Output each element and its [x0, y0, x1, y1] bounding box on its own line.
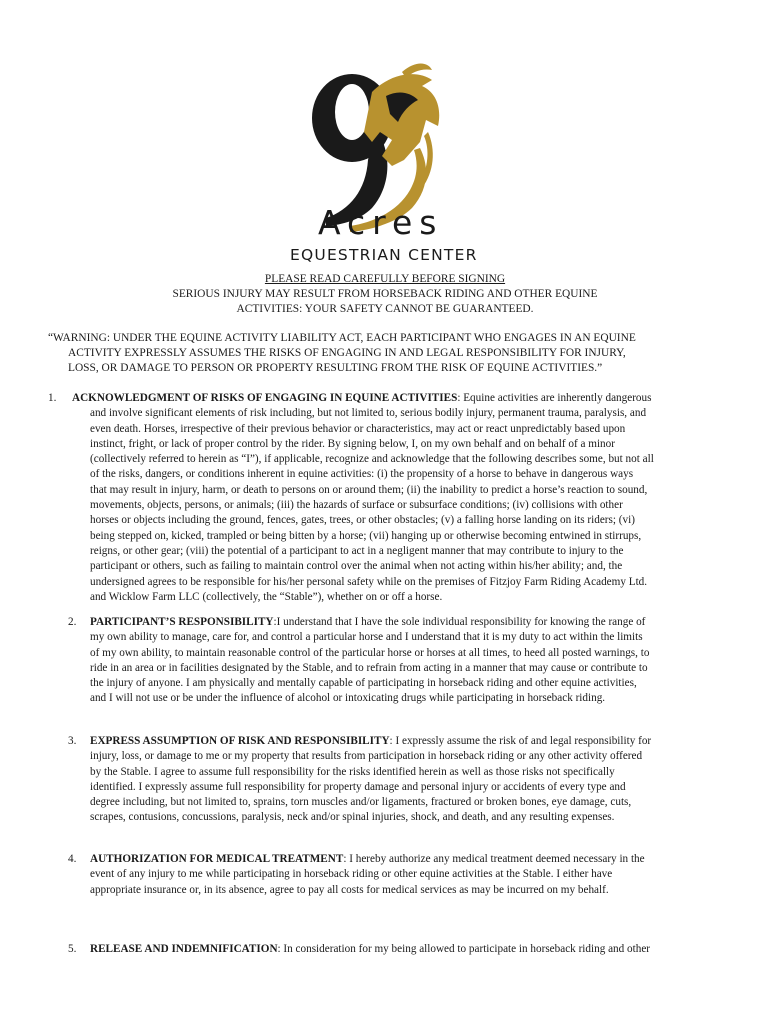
- section-heading: EXPRESS ASSUMPTION OF RISK AND RESPONSIBILITY: [90, 735, 390, 747]
- section-line: my own ability to manage, care for, and control a particular horse and I understand that it is my duty to act within the limits: [90, 631, 643, 644]
- section-line: that may result in injury, harm, or death to persons on or around them; (ii) the inability to predict a horse’s reaction to sound,: [90, 483, 648, 496]
- section-line: and Wicklow Farm LLC (collectively, the “Stable”), whether on or off a horse.: [90, 590, 443, 603]
- section-text: : In consideration for my being allowed to participate in horseback riding and other: [277, 943, 651, 955]
- logo: [0, 0, 770, 272]
- warning-paragraph: [48, 331, 718, 376]
- section-line: of my own ability, to maintain reasonable control of the particular horse or horses at all times, to heed all posted warnings, to: [90, 646, 650, 659]
- section-line: reigns, or other gear; (viii) the potential of a participant to act in a negligent manner that may contribute to injury to the: [90, 544, 624, 557]
- section-number: 1.: [48, 392, 57, 404]
- section-line: event of any injury to me while participating in horseback riding or other equine activities at the Stable. I either have: [90, 868, 613, 881]
- section-line: ride in an area or in facilities designated by the Stable, and to refrain from acting in a manner that may cause or contribute to: [90, 661, 648, 674]
- section-number: 3.: [68, 735, 77, 747]
- section-line: participant or others, such as failing to maintain control over the animal when not acting within his/her ability; and, the: [90, 560, 623, 573]
- notice-read-carefully: PLEASE READ CAREFULLY BEFORE SIGNING: [264, 273, 506, 285]
- section-heading: RELEASE AND INDEMNIFICATION: [90, 943, 278, 955]
- section-number: 2.: [68, 616, 77, 628]
- section-line: of the risks, dangers, or conditions inherent in equine activities: (i) the propensity of a horse to behave in dangerous ways: [90, 468, 634, 481]
- section-text: : Equine activities are inherently dangerous: [457, 392, 652, 404]
- warning-line: “WARNING: UNDER THE EQUINE ACTIVITY LIABILITY ACT, EACH PARTICIPANT WHO ENGAGES IN AN EQUINE: [48, 332, 636, 344]
- section-line: movements, objects, persons, or animals; (iii) the hazards of surface or subsurface conditions; (iv) collisions with other: [90, 499, 623, 512]
- warning-line: LOSS, OR DAMAGE TO PERSON OR PROPERTY RESULTING FROM THE RISK OF EQUINE ACTIVITIES.”: [68, 362, 603, 374]
- section-line: undersigned agrees to be responsible for his/her personal safety while on the premises of Fitzjoy Farm Riding Academy Ltd.: [90, 575, 648, 588]
- section-line: by the Stable. I agree to assume full responsibility for the risks identified herein as well as those risks not specifically: [90, 765, 615, 778]
- brand-subtitle: EQUESTRIAN CENTER: [290, 246, 478, 264]
- section-line: and I will not use or be under the influence of alcohol or intoxicating drugs while participating in horseback riding.: [90, 692, 606, 705]
- section-line: even death. Horses, irrespective of their previous behavior or characteristics, may act or react unpredictably based upon: [90, 422, 626, 435]
- section-line: being stepped on, kicked, trampled or being bitten by a horse; (vii) hanging up or otherwise becoming entwined in stirrups,: [90, 529, 642, 542]
- notice-safety: ACTIVITIES: YOUR SAFETY CANNOT BE GUARANTEED.: [236, 303, 534, 315]
- section-line: identified. I expressly assume full responsibility for property damage and personal injury or accidents of every type and: [90, 780, 626, 793]
- section-first-line: [90, 615, 649, 630]
- warning-line: ACTIVITY EXPRESSLY ASSUMES THE RISKS OF ENGAGING IN AND LEGAL RESPONSIBILITY FOR INJURY,: [68, 347, 626, 359]
- section-heading: ACKNOWLEDGMENT OF RISKS OF ENGAGING IN EQUINE ACTIVITIES: [72, 392, 458, 404]
- section-line: horses or objects including the ground, fences, gates, trees, or other obstacles; (v) a falling horse landing on its riders; (vi): [90, 514, 635, 527]
- section-line: the injury of anyone. I am physically and mentally capable of participating in horseback riding and other equine activities,: [90, 677, 637, 690]
- section-number: 5.: [68, 943, 77, 955]
- notice-serious-injury: SERIOUS INJURY MAY RESULT FROM HORSEBACK RIDING AND OTHER EQUINE: [172, 288, 598, 300]
- section-line: injury, loss, or damage to me or my property that results from participation in horseback riding or any other activity offered: [90, 750, 643, 763]
- section-line: instinct, fright, or lack of proper control by the rider. By signing below, I, on my own behalf and on behalf of a minor: [90, 437, 615, 450]
- section-heading: PARTICIPANT’S RESPONSIBILITY: [90, 616, 274, 628]
- section-first-line: [72, 391, 651, 406]
- section-first-line: [90, 852, 645, 867]
- section-line: scrapes, contusions, concussions, paralysis, neck and/or spinal injuries, shock, and death, and any resulting expenses.: [90, 811, 615, 824]
- section-line: (collectively referred to herein as “I”), if applicable, recognize and acknowledge that the following describes some, but not all: [90, 453, 654, 466]
- section-heading: AUTHORIZATION FOR MEDICAL TREATMENT: [90, 853, 344, 865]
- brand-wordmark: Acres: [318, 203, 444, 242]
- section-text: : I expressly assume the risk of and legal responsibility for: [389, 735, 652, 747]
- section-first-line: [90, 734, 651, 749]
- section-number: 4.: [68, 853, 77, 865]
- section-line: appropriate insurance or, in its absence, agree to pay all costs for medical services as may be incurred on my behalf.: [90, 883, 609, 896]
- section-line: and involve significant elements of risk including, but not limited to, serious bodily injury, permanent trauma, paralysis, and: [90, 407, 647, 420]
- section-line: degree including, but not limited to, sprains, torn muscles and/or ligaments, fractured or broken bones, eye damage, cuts,: [90, 796, 632, 809]
- section-first-line: [90, 942, 650, 957]
- section-text: : I hereby authorize any medical treatment deemed necessary in the: [343, 853, 645, 865]
- section-text: :I understand that I have the sole individual responsibility for knowing the range of: [273, 616, 646, 628]
